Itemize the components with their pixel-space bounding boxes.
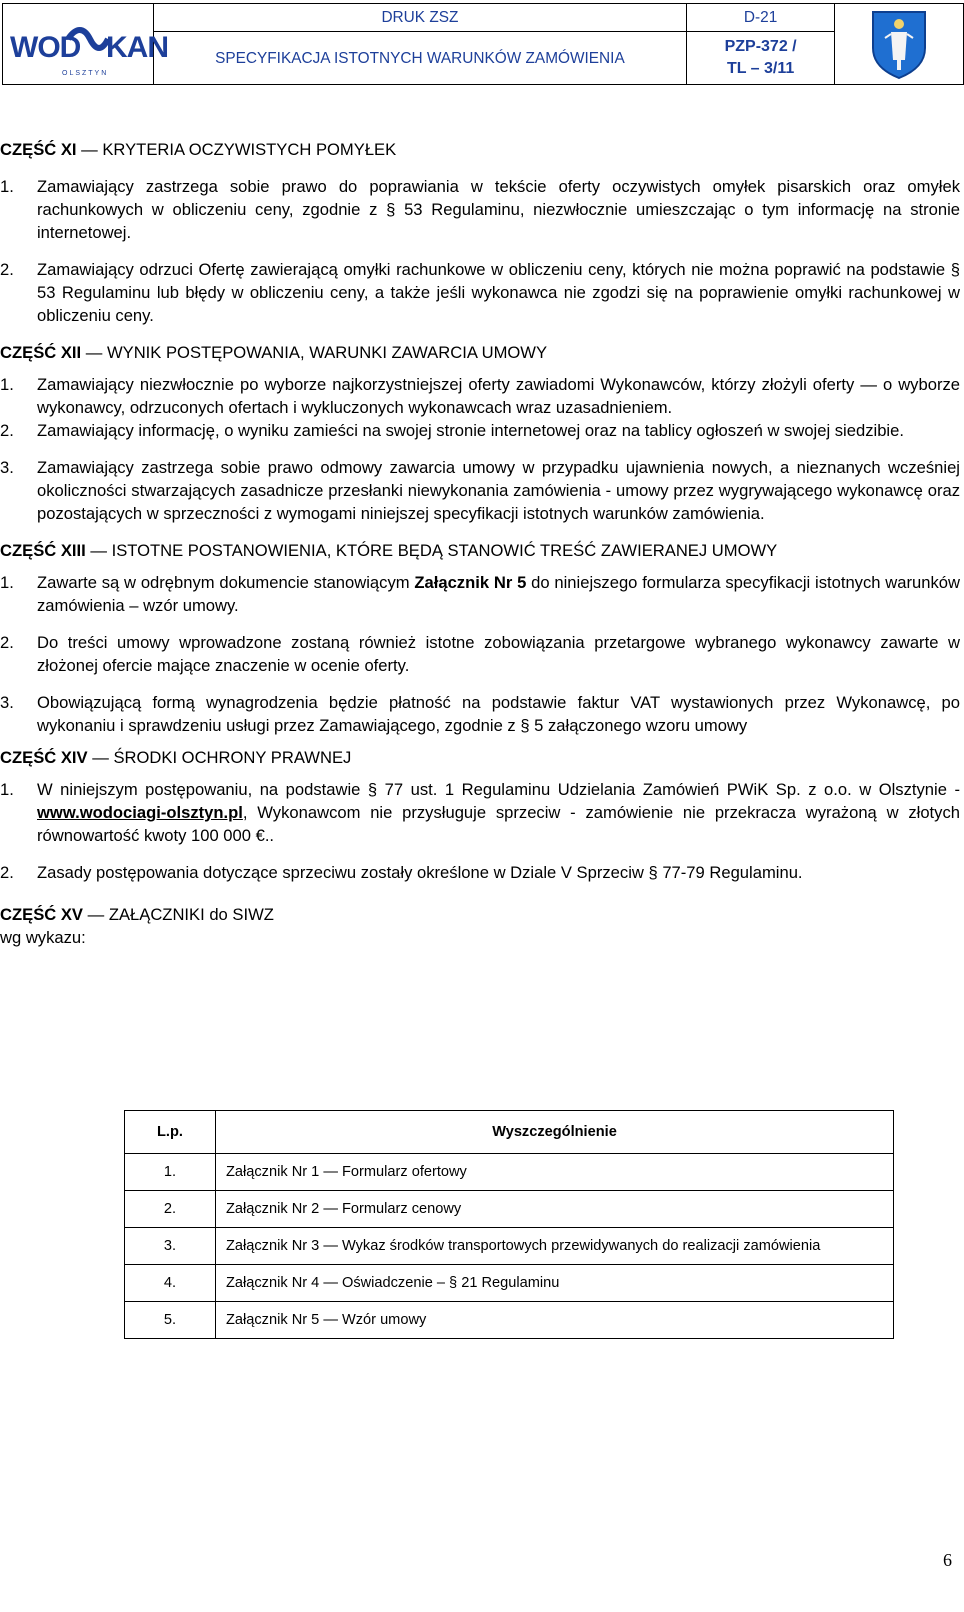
section-xiii-heading: CZĘŚĆ XIII — ISTOTNE POSTANOWIENIA, KTÓRE BĘDĄ STANOWIĆ TREŚĆ ZAWIERANEJ UMOWY <box>0 541 778 560</box>
section-xiv-heading: CZĘŚĆ XIV — ŚRODKI OCHRONY PRAWNEJ <box>0 748 352 767</box>
list-item: 3. Obowiązującą formą wynagrodzenia będzie płatność na podstawie faktur VAT wystawionych przez Wykonawcę, po wykonaniu i sprawdzeniu usługi przez Zamawiającego, zgodnie z § 5 załączonego wzoru umowy <box>0 693 960 735</box>
row-number: 1. <box>125 1154 216 1191</box>
section-title: WYNIK POSTĘPOWANIA, WARUNKI ZAWARCIA UMOWY <box>106 343 548 362</box>
row-description: Załącznik Nr 3 — Wykaz środków transportowych przewidywanych do realizacji zamówienia <box>216 1228 894 1265</box>
olsztyn-coat-of-arms-icon <box>869 8 929 80</box>
doc-title: SPECYFIKACJA ISTOTNYCH WARUNKÓW ZAMÓWIENIA <box>215 49 625 67</box>
ref-line-1: PZP-372 / <box>724 38 797 56</box>
section-title: ISTOTNE POSTANOWIENIA, KTÓRE BĘDĄ STANOWIĆ TREŚĆ ZAWIERANEJ UMOWY <box>111 541 778 560</box>
section-title: KRYTERIA OCZYWISTYCH POMYŁEK <box>102 140 397 159</box>
table-row <box>125 1154 894 1191</box>
section-xv-heading: CZĘŚĆ XV — ZAŁĄCZNIKI do SIWZ <box>0 905 274 924</box>
section-label: CZĘŚĆ XII <box>0 343 82 362</box>
section-label: CZĘŚĆ XIII <box>0 541 86 560</box>
page-number: 6 <box>943 1550 952 1570</box>
section-subtitle: wg wykazu: <box>0 928 86 947</box>
column-header-lp: L.p. <box>125 1111 216 1154</box>
list-item: 1. Zamawiający zastrzega sobie prawo do poprawiania w tekście oferty oczywistych omyłek pisarskich oraz omyłek rachunkowych w obliczeniu ceny, zgodnie z § 53 Regulaminu, niezwłocznie umieszczając o tym informację na stronie internetowej. <box>0 177 960 242</box>
section-xi-heading: CZĘŚĆ XI — KRYTERIA OCZYWISTYCH POMYŁEK <box>0 140 397 159</box>
logo-subtitle: OLSZTYN <box>62 70 109 77</box>
ref-line-2: TL – 3/11 <box>726 60 795 78</box>
list-item: 2. Zamawiający informację, o wyniku zamieści na swojej stronie internetowej oraz na tablicy ogłoszeń w swojej siedzibie. <box>0 421 904 440</box>
row-number: 2. <box>125 1191 216 1228</box>
attachments-table <box>124 1110 894 1339</box>
list-item: 3. Zamawiający zastrzega sobie prawo odmowy zawarcia umowy w przypadku ujawnienia nowych, a nieznanych wcześniej okoliczności stwarzających zasadnicze przesłanki niewykonania zamówienia - umowy przez wygrywającego wykonawcę oraz pozostających w sprzeczności z wymogami niniejszej specyfikacji istotnych warunków zamówienia. <box>0 458 960 523</box>
row-description: Załącznik Nr 2 — Formularz cenowy <box>216 1191 894 1228</box>
section-title: ZAŁĄCZNIKI do SIWZ <box>108 905 274 924</box>
table-row <box>125 1265 894 1302</box>
doc-title-cell <box>153 32 686 85</box>
list-item: 2. Zamawiający odrzuci Ofertę zawierającą omyłki rachunkowe w obliczeniu ceny, których nie można poprawić na podstawie § 53 Regulaminu lub błędy w obliczeniu ceny, a także jeśli wykonawca nie zgodzi się na poprawienie omyłki rachunkowej w obliczeniu ceny. <box>0 260 960 325</box>
section-label: CZĘŚĆ XV <box>0 905 83 924</box>
list-item: 1. W niniejszym postępowaniu, na podstawie § 77 ust. 1 Regulaminu Udzielania Zamówień PWiK Sp. z o.o. w Olsztynie - www.wodociagi-olsztyn.pl, Wykonawcom nie przysługuje sprzeciw - zamówienie nie przekracza wyrażoną w złotych równowartość kwoty 100 000 €.. <box>0 780 960 845</box>
website-link[interactable]: www.wodociagi-olsztyn.pl <box>37 803 243 822</box>
wodkan-logo <box>3 4 168 84</box>
logo-text-left: WOD <box>10 31 81 64</box>
attachment-reference: Załącznik Nr 5 <box>414 573 527 592</box>
section-label: CZĘŚĆ XI <box>0 140 77 159</box>
row-description: Załącznik Nr 1 — Formularz ofertowy <box>216 1154 894 1191</box>
table-row <box>125 1228 894 1265</box>
doc-type: DRUK ZSZ <box>381 9 459 27</box>
section-label: CZĘŚĆ XIV <box>0 748 88 767</box>
list-item: 1. Zamawiający niezwłocznie po wyborze najkorzystniejszej oferty zawiadomi Wykonawców, którzy złożyli oferty — o wyborze wykonawcy, odrzuconych ofertach i wykluczonych wykonawcach wraz uzasadnieniem. <box>0 375 960 417</box>
doc-code-cell <box>686 4 834 32</box>
column-header-description: Wyszczególnienie <box>216 1111 894 1154</box>
table-header-row <box>125 1111 894 1154</box>
document-header <box>2 3 964 85</box>
logo-cell <box>3 4 168 85</box>
list-item: 2. Zasady postępowania dotyczące sprzeciwu zostały określone w Dziale V Sprzeciw § 77-79 Regulaminu. <box>0 863 803 882</box>
doc-code: D-21 <box>743 9 778 27</box>
list-item: 1. Zawarte są w odrębnym dokumencie stanowiącym Załącznik Nr 5 do niniejszego formularza specyfikacji istotnych warunków zamówienia – wzór umowy. <box>0 573 960 615</box>
ref-cell <box>686 32 834 85</box>
row-number: 4. <box>125 1265 216 1302</box>
table-row <box>125 1302 894 1339</box>
row-description: Załącznik Nr 4 — Oświadczenie – § 21 Regulaminu <box>216 1265 894 1302</box>
wodkan-logo-icon <box>6 9 168 79</box>
table-row <box>125 1191 894 1228</box>
document-body <box>0 138 960 949</box>
crest-cell <box>835 4 964 85</box>
row-number: 5. <box>125 1302 216 1339</box>
section-xii-heading: CZĘŚĆ XII — WYNIK POSTĘPOWANIA, WARUNKI ZAWARCIA UMOWY <box>0 343 548 362</box>
row-number: 3. <box>125 1228 216 1265</box>
logo-text-right: KAN <box>106 31 168 64</box>
doc-type-cell <box>153 4 686 32</box>
row-description: Załącznik Nr 5 — Wzór umowy <box>216 1302 894 1339</box>
list-item: 2. Do treści umowy wprowadzone zostaną również istotne zobowiązania przetargowe wybranego wykonawcy zawarte w złożonej ofercie mające znaczenie w ocenie oferty. <box>0 633 960 675</box>
section-title: ŚRODKI OCHRONY PRAWNEJ <box>113 748 352 767</box>
